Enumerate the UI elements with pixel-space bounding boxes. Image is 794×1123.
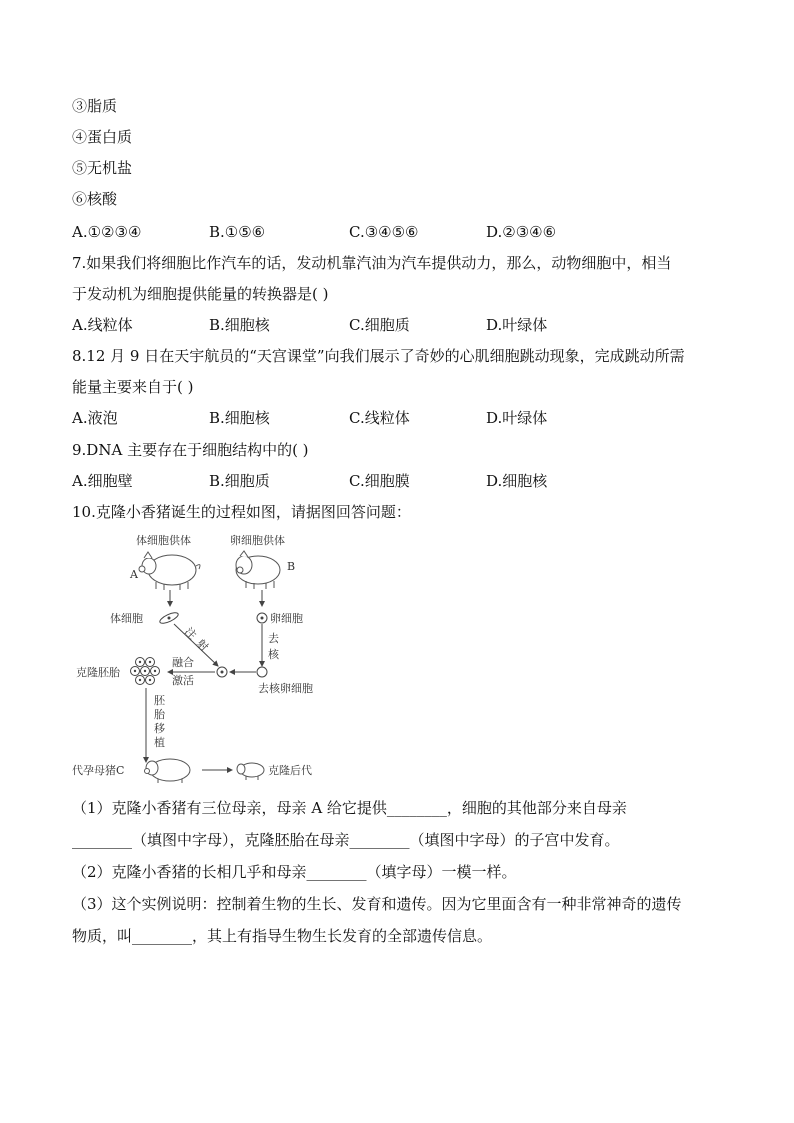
q7-stem-line2: 于发动机为细胞提供能量的转换器是( ) — [72, 285, 329, 303]
q7-option-c[interactable]: C.细胞质 — [349, 316, 410, 334]
q10-sub3-line2: 物质，叫________，其上有指导生物生长发育的全部遗传信息。 — [72, 927, 493, 945]
inject-label-2: 射 — [193, 636, 211, 654]
q7-option-d[interactable]: D.叶绿体 — [486, 316, 548, 334]
q7-option-a[interactable]: A.线粒体 — [72, 316, 133, 334]
q8-stem-line1: 8.12 月 9 日在天宇航员的“天宫课堂”向我们展示了奇妙的心肌细胞跳动现象，完成跳动所需 — [72, 347, 685, 365]
clone-embryo-label: 克隆胚胎 — [76, 666, 120, 679]
list-item-lipid: ③脂质 — [72, 97, 118, 115]
list-item-protein: ④蛋白质 — [72, 128, 133, 146]
donor-b-label: 卵细胞供体 — [230, 534, 285, 547]
pig-a-icon — [139, 552, 200, 590]
list-item-nucleic-acid: ⑥核酸 — [72, 190, 118, 208]
q8-stem-line2: 能量主要来自于( ) — [72, 378, 194, 396]
cloning-diagram — [72, 528, 342, 783]
q10-sub3-line1: （3）这个实例说明：控制着生物的生长、发育和遗传。因为它里面含有一种非常神奇的遗传 — [72, 895, 682, 913]
offspring-label: 克隆后代 — [268, 764, 312, 777]
q8-option-c[interactable]: C.线粒体 — [349, 409, 410, 427]
enucleated-egg-label: 去核卵细胞 — [258, 682, 313, 695]
somatic-cell-label: 体细胞 — [110, 612, 143, 625]
q10-sub1-line1: （1）克隆小香猪有三位母亲，母亲 A 给它提供________，细胞的其他部分来自母亲 — [72, 799, 627, 817]
q9-option-d[interactable]: D.细胞核 — [486, 472, 548, 490]
surrogate-label: 代孕母猪C — [72, 764, 125, 777]
q8-option-d[interactable]: D.叶绿体 — [486, 409, 548, 427]
transfer-label-4: 植 — [154, 736, 165, 749]
q7-option-b[interactable]: B.细胞核 — [209, 316, 270, 334]
q9-option-b[interactable]: B.细胞质 — [209, 472, 270, 490]
pig-a-letter: A — [130, 568, 138, 581]
q8-option-a[interactable]: A.液泡 — [72, 409, 118, 427]
offspring-pig-icon — [237, 763, 264, 780]
enucleated-egg-icon — [257, 667, 267, 677]
q7-stem-line1: 7.如果我们将细胞比作汽车的话，发动机靠汽油为汽车提供动力，那么，动物细胞中，相当 — [72, 254, 672, 272]
activate-label: 激活 — [172, 674, 194, 687]
pig-b-icon — [236, 551, 280, 589]
fuse-label: 融合 — [172, 656, 194, 669]
q6-option-d[interactable]: D.②③④⑥ — [486, 223, 557, 241]
enucleate-label-2: 核 — [268, 648, 279, 661]
q8-option-b[interactable]: B.细胞核 — [209, 409, 270, 427]
q6-option-b[interactable]: B.①⑤⑥ — [209, 223, 266, 241]
enucleate-label-1: 去 — [268, 632, 279, 645]
q10-sub2: （2）克隆小香猪的长相几乎和母亲________（填字母）一模一样。 — [72, 863, 517, 881]
q9-stem: 9.DNA 主要存在于细胞结构中的( ) — [72, 441, 309, 459]
q9-option-a[interactable]: A.细胞壁 — [72, 472, 133, 490]
q6-option-a[interactable]: A.①②③④ — [72, 223, 142, 241]
q10-stem: 10.克隆小香猪诞生的过程如图，请据图回答问题： — [72, 503, 411, 521]
pig-b-letter: B — [287, 560, 296, 573]
transfer-label-1: 胚 — [154, 694, 165, 707]
donor-a-label: 体细胞供体 — [136, 534, 191, 547]
pig-c-icon — [145, 759, 191, 783]
list-item-inorganic-salt: ⑤无机盐 — [72, 159, 133, 177]
egg-cell-label: 卵细胞 — [270, 612, 303, 625]
q6-option-c[interactable]: C.③④⑤⑥ — [349, 223, 419, 241]
transfer-label-2: 胎 — [154, 708, 165, 721]
q10-sub1-line2: ________（填图中字母），克隆胚胎在母亲________（填图中字母）的子宫中发育。 — [72, 831, 620, 849]
q9-option-c[interactable]: C.细胞膜 — [349, 472, 410, 490]
inject-label-1: 注 — [181, 624, 199, 642]
transfer-label-3: 移 — [154, 722, 165, 735]
